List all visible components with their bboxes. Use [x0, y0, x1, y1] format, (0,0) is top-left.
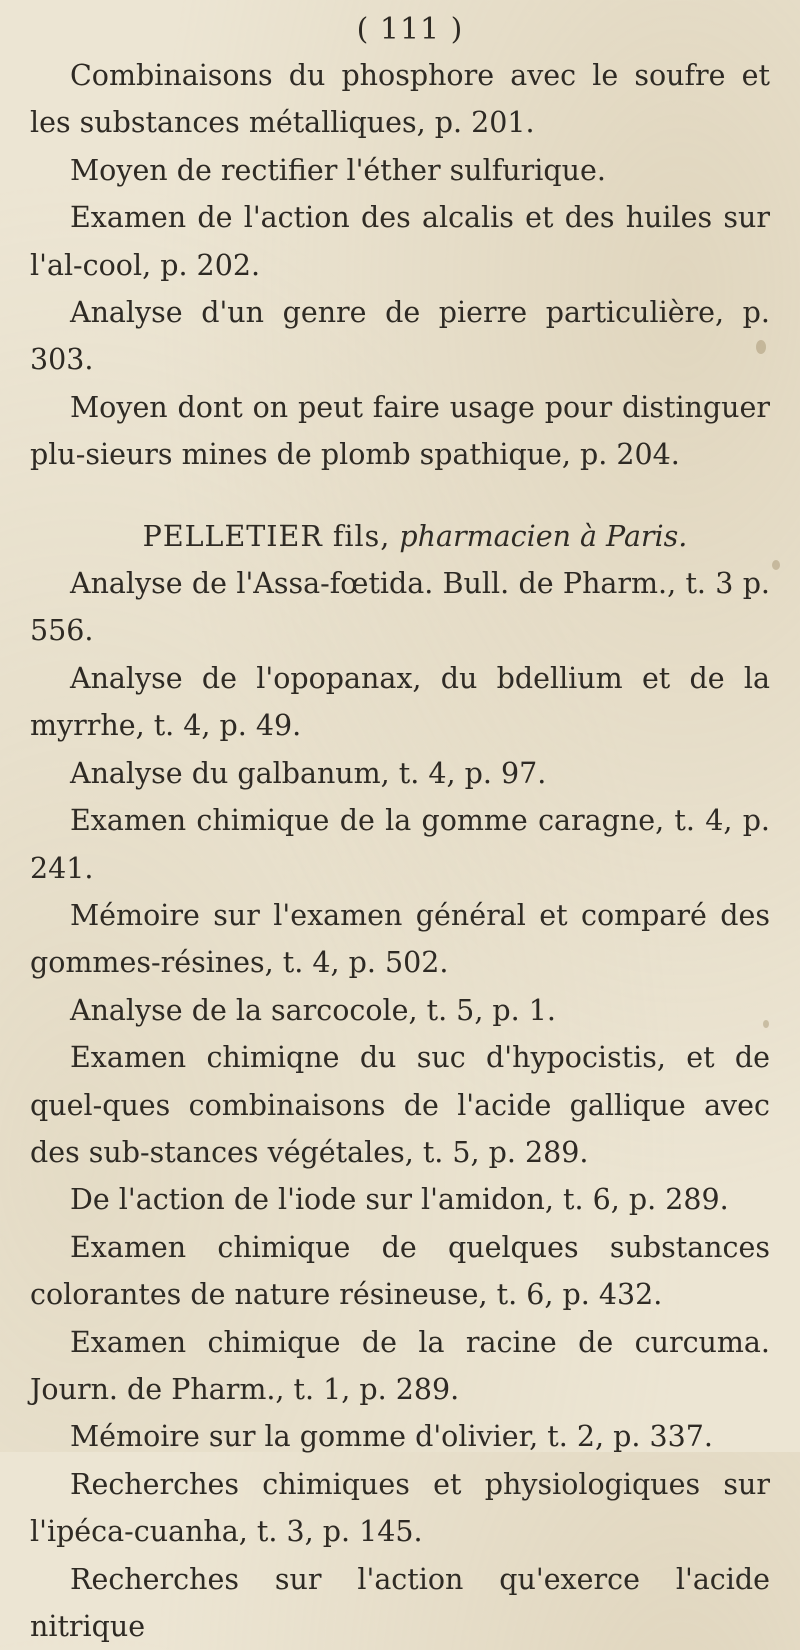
page-number: ( 111 )	[356, 12, 464, 47]
index-entry: De l'action de l'iode sur l'amidon, t. 6, p. 289.	[70, 1183, 729, 1217]
index-entry: Recherches sur l'action qu'exerce l'acide nitrique	[30, 1562, 770, 1643]
author-role: pharmacien à Paris.	[399, 519, 688, 553]
index-entry: Examen chimique de la gomme caragne, t. 4, p. 241.	[30, 804, 770, 885]
paper-stain	[772, 560, 780, 570]
index-entry: Examen chimique de quelques substances colorantes de nature résineuse, t. 6, p. 432.	[30, 1230, 770, 1312]
index-entry: Recherches chimiques et physiologiques sur l'ipéca-cuanha, t. 3, p. 145.	[30, 1467, 770, 1549]
index-text	[30, 52, 770, 1650]
author-name: PELLETIER fils,	[142, 519, 391, 553]
index-entry: Examen chimique de la racine de curcuma. Journ. de Pharm., t. 1, p. 289.	[30, 1325, 770, 1406]
index-entry: Examen de l'action des alcalis et des huiles sur l'al-cool, p. 202.	[30, 201, 770, 282]
index-entry: Analyse de l'opopanax, du bdellium et de la myrrhe, t. 4, p. 49.	[30, 661, 770, 743]
index-entry: Mémoire sur la gomme d'olivier, t. 2, p. 337.	[70, 1420, 713, 1454]
index-entry: Combinaisons du phosphore avec le soufre et les substances métalliques, p. 201.	[30, 59, 770, 140]
index-entry: Examen chimiqne du suc d'hypocistis, et de quel-ques combinaisons de l'acide gallique avec des sub-stances végétales, t. 5, p. 289.	[30, 1041, 770, 1169]
index-entry: Analyse d'un genre de pierre particulière, p. 303.	[30, 296, 770, 377]
index-entry: Moyen de rectifier l'éther sulfurique.	[70, 153, 606, 187]
index-entry: Moyen dont on peut faire usage pour distinguer plu-sieurs mines de plomb spathique, p. 204.	[30, 390, 770, 472]
index-entry: Analyse de l'Assa-fœtida. Bull. de Pharm., t. 3 p. 556.	[30, 567, 770, 648]
author-heading	[30, 513, 770, 560]
index-entry: Analyse de la sarcocole, t. 5, p. 1.	[70, 993, 556, 1027]
index-entry: Mémoire sur l'examen général et comparé des gommes-résines, t. 4, p. 502.	[30, 898, 770, 980]
index-entry: Analyse du galbanum, t. 4, p. 97.	[70, 756, 547, 790]
